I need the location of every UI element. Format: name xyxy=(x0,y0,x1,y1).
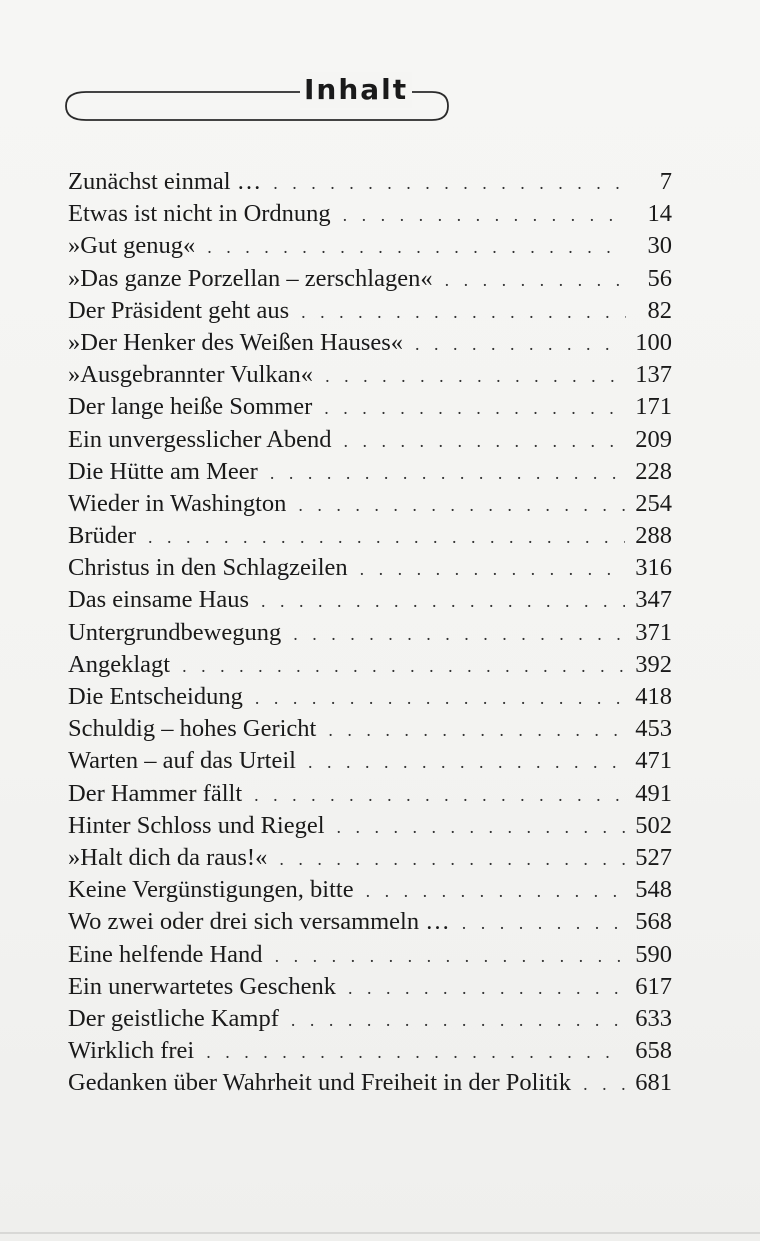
toc-entry[interactable] xyxy=(68,1067,672,1099)
toc-entry[interactable] xyxy=(68,456,672,488)
toc-entry-page-number: 254 xyxy=(635,489,672,517)
toc-entry-title: Der Präsident geht aus xyxy=(68,296,290,324)
toc-entry-page-number: 453 xyxy=(635,715,672,743)
page-edge-divider xyxy=(0,1232,760,1234)
toc-entry-page-number: 392 xyxy=(635,650,672,678)
toc-entry-title: Die Entscheidung xyxy=(68,683,243,710)
toc-entry-page-number: 548 xyxy=(635,876,672,904)
toc-leader-dots xyxy=(270,457,625,489)
toc-entry-page-number: 347 xyxy=(635,586,672,614)
toc-entry[interactable] xyxy=(68,198,672,230)
toc-entry-page-number: 56 xyxy=(647,264,672,292)
toc-leader-dots xyxy=(415,328,625,360)
toc-entry[interactable] xyxy=(68,488,672,520)
toc-entry-title: Die Hütte am Meer xyxy=(68,457,258,485)
toc-entry-title: Untergrundbewegung xyxy=(68,618,282,646)
toc-leader-dots xyxy=(273,167,626,199)
toc-entry-page-number: 100 xyxy=(635,328,672,356)
toc-entry[interactable] xyxy=(68,874,672,906)
toc-leader-dots xyxy=(337,811,626,843)
toc-entry[interactable] xyxy=(68,1035,672,1067)
toc-entry[interactable] xyxy=(68,391,672,423)
toc-leader-dots xyxy=(254,779,625,811)
toc-entry-title: Der geistliche Kampf xyxy=(68,1004,279,1032)
toc-entry[interactable] xyxy=(68,520,672,552)
toc-entry-title: »Gut genug« xyxy=(68,232,196,260)
toc-leader-dots xyxy=(343,199,626,231)
toc-entry-page-number: 371 xyxy=(635,618,672,646)
toc-entry[interactable] xyxy=(68,906,672,938)
toc-entry-title: Schuldig – hohes Gericht xyxy=(68,715,317,743)
toc-entry-page-number: 418 xyxy=(635,683,672,710)
toc-entry-page-number: 7 xyxy=(659,168,672,195)
toc-entry[interactable] xyxy=(68,939,672,971)
toc-entry-title: Gedanken über Wahrheit und Freiheit in der Politik xyxy=(68,1069,572,1097)
toc-leader-dots xyxy=(207,231,626,263)
toc-entry[interactable] xyxy=(68,263,672,295)
toc-entry-title: »Das ganze Porzellan – zerschlagen« xyxy=(68,264,433,292)
toc-entry-title: Wieder in Washington xyxy=(68,489,287,517)
toc-entry[interactable] xyxy=(68,359,672,391)
toc-leader-dots xyxy=(291,1004,625,1036)
toc-leader-dots xyxy=(275,940,626,972)
toc-entry-title: »Halt dich da raus!« xyxy=(68,843,268,871)
toc-entry-page-number: 491 xyxy=(635,779,672,807)
toc-leader-dots xyxy=(462,907,626,939)
toc-leader-dots xyxy=(301,296,626,328)
toc-leader-dots xyxy=(366,875,626,907)
toc-entry-title: Ein unerwartetes Geschenk xyxy=(68,972,337,1000)
toc-entry-page-number: 681 xyxy=(635,1069,672,1097)
toc-entry-title: Christus in den Schlagzeilen xyxy=(68,554,348,582)
toc-entry-title: Eine helfende Hand xyxy=(68,940,263,968)
toc-leader-dots xyxy=(328,714,625,746)
toc-entry[interactable] xyxy=(68,424,672,456)
toc-leader-dots xyxy=(182,650,625,682)
toc-entry-title: Wirklich frei xyxy=(68,1037,195,1065)
toc-leader-dots xyxy=(206,1036,625,1068)
toc-entry-page-number: 590 xyxy=(635,940,672,968)
toc-entry-title: Ein unvergesslicher Abend xyxy=(68,425,332,453)
toc-leader-dots xyxy=(583,1068,625,1100)
toc-leader-dots xyxy=(445,264,626,296)
toc-entry-title: Zunächst einmal … xyxy=(68,168,262,195)
toc-entry-page-number: 209 xyxy=(635,425,672,453)
toc-entry[interactable] xyxy=(68,295,672,327)
toc-leader-dots xyxy=(344,425,626,457)
toc-entry-page-number: 502 xyxy=(635,811,672,839)
toc-entry-page-number: 288 xyxy=(635,522,672,550)
toc-entry-page-number: 82 xyxy=(647,296,672,324)
toc-entry[interactable] xyxy=(68,617,672,649)
toc-entry-page-number: 658 xyxy=(635,1037,672,1065)
toc-entry-page-number: 568 xyxy=(635,908,672,936)
toc-entry-title: Der lange heiße Sommer xyxy=(68,393,313,421)
toc-entry[interactable] xyxy=(68,1003,672,1035)
toc-entry[interactable] xyxy=(68,810,672,842)
toc-entry[interactable] xyxy=(68,681,672,713)
toc-entry[interactable] xyxy=(68,842,672,874)
toc-entry[interactable] xyxy=(68,649,672,681)
toc-leader-dots xyxy=(255,682,625,714)
toc-entry-title: Angeklagt xyxy=(68,650,171,678)
toc-entry[interactable] xyxy=(68,230,672,262)
toc-entry-title: Etwas ist nicht in Ordnung xyxy=(68,200,331,228)
toc-leader-dots xyxy=(360,553,626,585)
toc-entry-page-number: 617 xyxy=(635,972,672,1000)
contents-header xyxy=(60,72,450,124)
toc-leader-dots xyxy=(298,489,625,521)
toc-entry-page-number: 316 xyxy=(635,554,672,582)
page-title: Inhalt xyxy=(300,72,412,108)
table-of-contents xyxy=(68,166,672,1099)
toc-leader-dots xyxy=(308,746,625,778)
toc-entry-title: Das einsame Haus xyxy=(68,586,249,614)
toc-entry[interactable] xyxy=(68,166,672,198)
toc-leader-dots xyxy=(148,521,625,553)
toc-leader-dots xyxy=(348,972,625,1004)
toc-leader-dots xyxy=(261,585,625,617)
toc-entry[interactable] xyxy=(68,584,672,616)
toc-entry-title: Warten – auf das Urteil xyxy=(68,747,296,775)
toc-entry[interactable] xyxy=(68,971,672,1003)
toc-entry-page-number: 471 xyxy=(635,747,672,775)
toc-leader-dots xyxy=(279,843,625,875)
toc-entry[interactable] xyxy=(68,745,672,777)
toc-entry-page-number: 527 xyxy=(635,843,672,871)
toc-entry-title: Brüder xyxy=(68,522,137,550)
toc-entry-page-number: 30 xyxy=(647,232,672,260)
toc-entry[interactable] xyxy=(68,552,672,584)
toc-leader-dots xyxy=(325,360,625,392)
toc-entry-title: Der Hammer fällt xyxy=(68,779,243,807)
toc-leader-dots xyxy=(324,392,625,424)
toc-entry[interactable] xyxy=(68,713,672,745)
toc-entry[interactable] xyxy=(68,778,672,810)
toc-entry-page-number: 171 xyxy=(635,393,672,421)
toc-entry-title: »Ausgebrannter Vulkan« xyxy=(68,361,314,389)
toc-entry[interactable] xyxy=(68,327,672,359)
toc-leader-dots xyxy=(293,618,625,650)
toc-entry-title: Wo zwei oder drei sich versammeln … xyxy=(68,908,450,936)
toc-entry-title: Hinter Schloss und Riegel xyxy=(68,811,325,839)
toc-entry-page-number: 228 xyxy=(635,457,672,485)
toc-entry-title: »Der Henker des Weißen Hauses« xyxy=(68,328,404,356)
toc-entry-page-number: 14 xyxy=(647,200,672,228)
toc-entry-page-number: 633 xyxy=(635,1004,672,1032)
toc-entry-page-number: 137 xyxy=(635,361,672,389)
toc-entry-title: Keine Vergünstigungen, bitte xyxy=(68,876,354,904)
